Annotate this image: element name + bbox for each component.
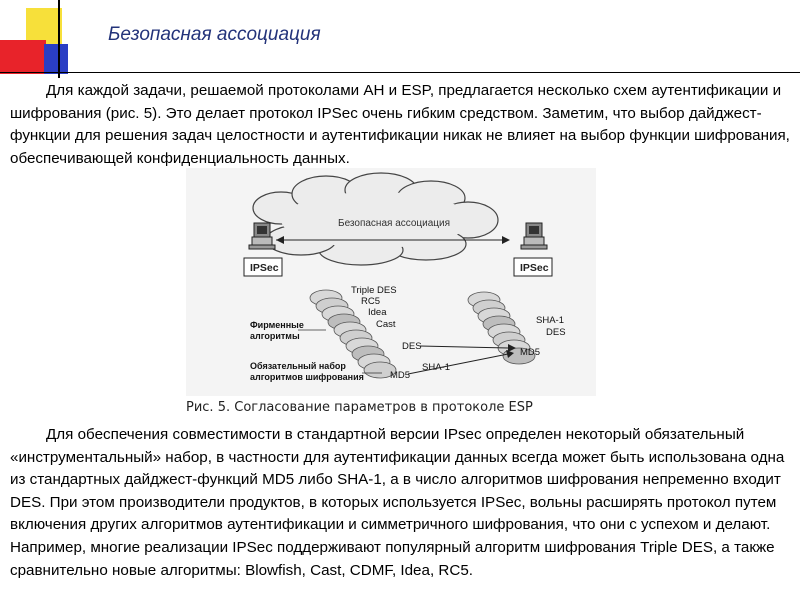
cloud-label: Безопасная ассоциация (338, 218, 451, 229)
left-algo-rc5: RC5 (361, 296, 381, 307)
paragraph-2-text: Для обеспечения совместимости в стандартной версии IPsec определен некоторый обязательный «инструментальный» набор, в частности для аутентификации данных всегда может быть использована одна из стандартных дайджест-функций MD5 либо SHA-1, а в число алгоритмов шифрования непременно входит DES. При этом производители продуктов, в которых используется IPSec, вольны расширять протокол путем включения других алгоритмов аутентификации и симметричного шифрования, что они с успехом и делают. Например, многие реализации IPSec поддерживают популярный алгоритм шифрования Triple DES, а также сравнительно новые алгоритмы: Blowfish, Cast, CDMF, Idea, RC5. (10, 426, 785, 579)
paragraph-1 (10, 80, 790, 170)
right-computer-icon (521, 223, 547, 249)
mandatory-label-line1: Обязательный набор (250, 361, 346, 371)
right-algo-des: DES (546, 327, 566, 338)
mandatory-label-line2: алгоритмов шифрования (250, 372, 364, 382)
left-algo-triple-des: Triple DES (351, 285, 397, 296)
figure (186, 168, 596, 396)
negotiation-arrow-des (420, 346, 508, 348)
left-algo-sha1: SHA-1 (422, 362, 450, 373)
connection-arrow-right (502, 236, 510, 244)
decor-blue-square (44, 44, 68, 74)
left-algo-cast: Cast (376, 319, 396, 330)
page-title: Безопасная ассоциация (108, 24, 321, 45)
decor-red-square (0, 40, 46, 74)
left-algo-des: DES (402, 341, 422, 352)
title-underline (0, 72, 800, 73)
left-host-label: IPSec (250, 262, 279, 274)
proprietary-label-line2: алгоритмы (250, 331, 300, 341)
paragraph-2 (10, 424, 790, 582)
left-algo-idea: Idea (368, 307, 387, 318)
decor-yellow-square (26, 8, 62, 44)
right-host-label: IPSec (520, 262, 549, 274)
decor-vertical-line (58, 0, 60, 78)
figure-caption: Рис. 5. Согласование параметров в протоколе ESP (186, 400, 533, 415)
right-algo-sha1: SHA-1 (536, 315, 564, 326)
left-algo-md5: MD5 (390, 370, 411, 381)
proprietary-label-line1: Фирменные (250, 320, 304, 330)
figure-diagram (186, 168, 596, 396)
paragraph-1-text: Для каждой задачи, решаемой протоколами AH и ESP, предлагается несколько схем аутентификации и шифрования (рис. 5). Это делает протокол IPSec очень гибким средством. Заметим, что выбор дайджест-функции для решения задач целостности и аутентификации никак не влияет на выбор функции шифрования, обеспечивающей конфиденциальность данных. (10, 82, 790, 167)
right-algo-md5: MD5 (520, 347, 541, 358)
